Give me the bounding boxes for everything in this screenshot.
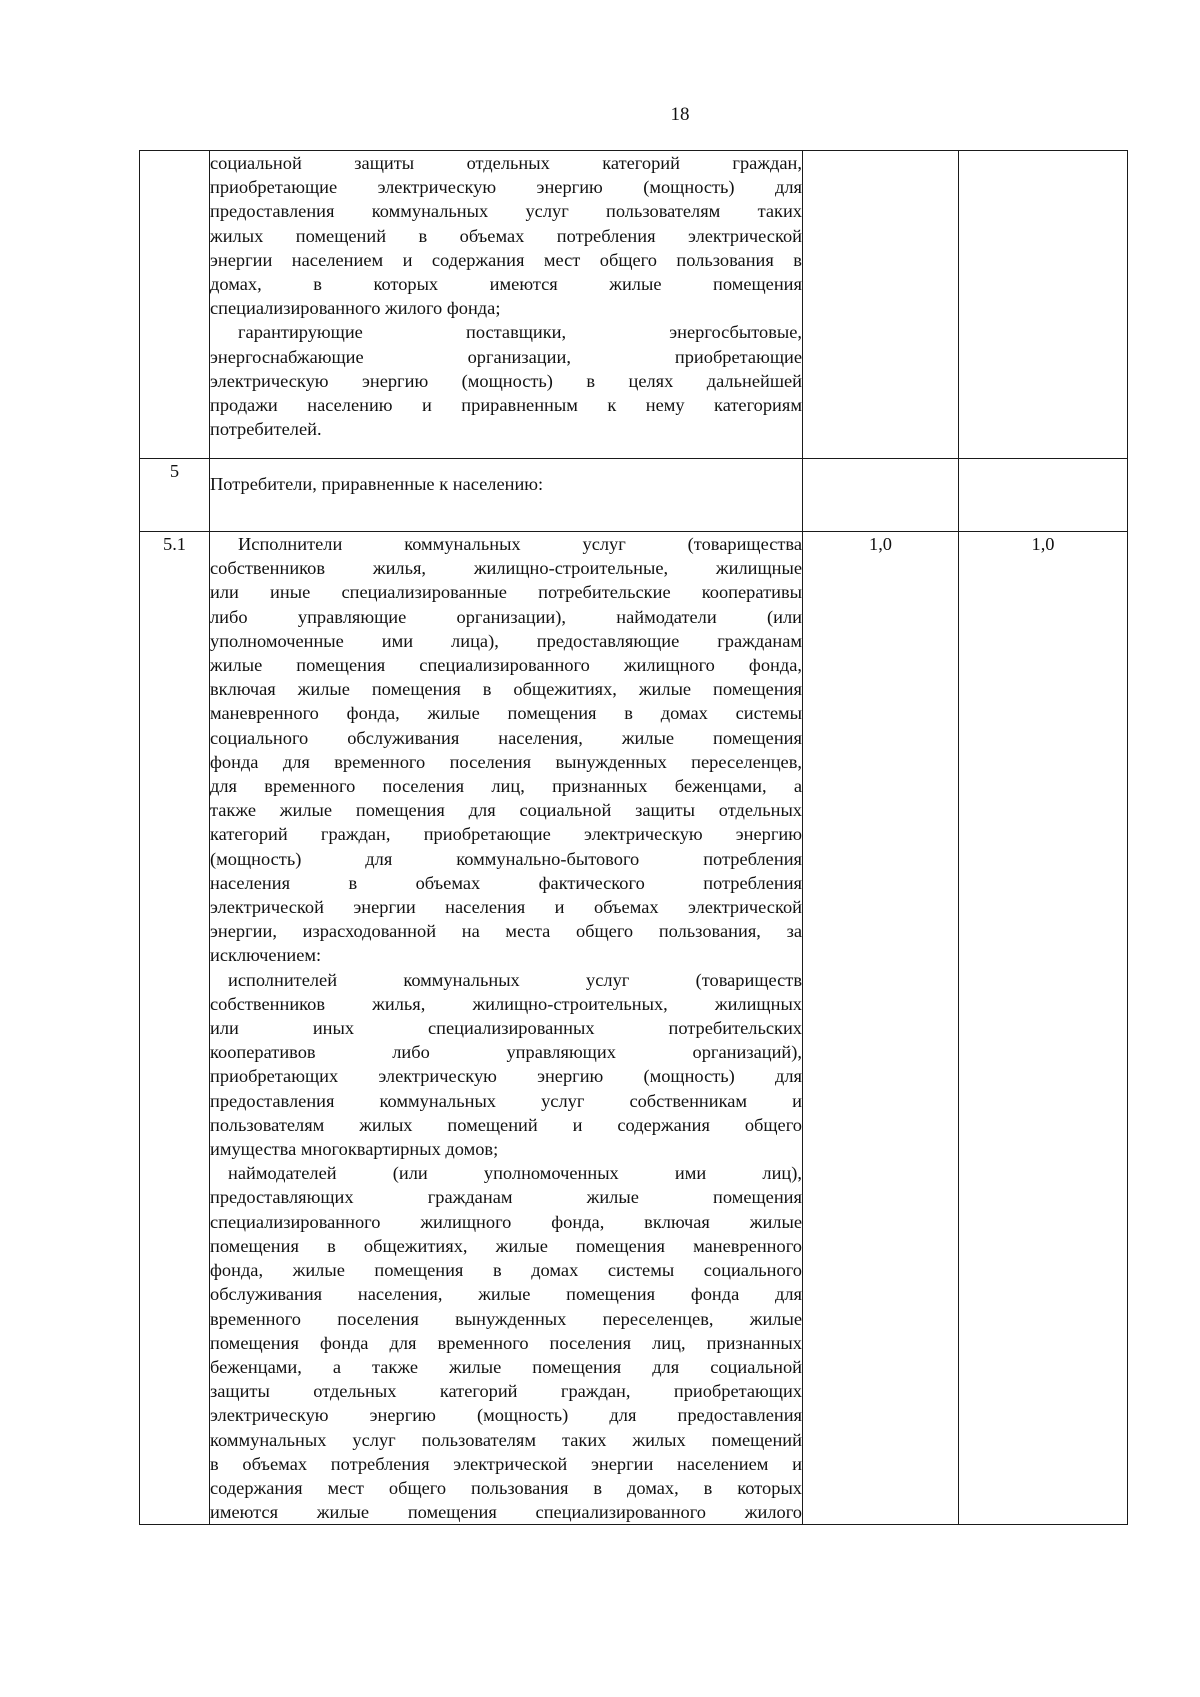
text-line: помещения фонда для временного поселения лиц, признанных (210, 1332, 802, 1353)
text-line: защиты отдельных категорий граждан, приобретающих (210, 1381, 802, 1402)
text-line: электрическую энергию (мощность) в целях дальнейшей (210, 370, 802, 391)
value-cell-1 (803, 151, 959, 459)
text-line: электрическую энергию (мощность) для предоставления (210, 1405, 802, 1426)
text-line: помещения в общежитиях, жилые помещения маневренного (210, 1235, 802, 1256)
text-line: пользователям жилых помещений и содержания общего (210, 1114, 802, 1135)
text-line: кооперативов либо управляющих организаций), (210, 1042, 802, 1063)
text-line: жилых помещений в объемах потребления электрической (210, 225, 802, 246)
text-line: жилые помещения специализированного жилищного фонда, (210, 655, 802, 676)
text-line: либо управляющие организации), наймодатели (или (210, 606, 802, 627)
text-line: исполнителей коммунальных услуг (товариществ (228, 969, 802, 990)
text-line: приобретающие электрическую энергию (мощность) для (210, 177, 802, 198)
text-line: предоставления коммунальных услуг собственникам и (210, 1090, 802, 1111)
text-line: также жилые помещения для социальной защиты отдельных (210, 800, 802, 821)
table-row (140, 151, 1128, 459)
value-cell-1 (803, 459, 959, 532)
text-line: включая жилые помещения в общежитиях, жилые помещения (210, 679, 802, 700)
value-cell-2 (959, 151, 1128, 459)
value-cell-1: 1,0 (803, 532, 959, 1525)
text-line: собственников жилья, жилищно-строительные, жилищные (210, 558, 802, 579)
text-line: продажи населению и приравненным к нему категориям (210, 395, 802, 416)
text-line: собственников жилья, жилищно-строительных, жилищных (210, 993, 802, 1014)
text-line: обслуживания населения, жилые помещения фонда для (210, 1284, 802, 1305)
text-line: предоставления коммунальных услуг пользователям таких (210, 201, 802, 222)
table-row (140, 532, 1128, 1525)
text-line: специализированного жилищного фонда, включая жилые (210, 1211, 802, 1232)
text-line: социального обслуживания населения, жилые помещения (210, 727, 802, 748)
text-line: Исполнители коммунальных услуг (товарищества (238, 534, 802, 554)
text-line: коммунальных услуг пользователям таких жилых помещений (210, 1429, 802, 1450)
text-line: категорий граждан, приобретающие электрическую энергию (210, 824, 802, 845)
text-line: имущества многоквартирных домов; (210, 1139, 499, 1160)
row-description-cell (210, 532, 803, 1525)
text-line: электрической энергии населения и объемах электрической (210, 897, 802, 918)
text-line: временного поселения вынужденных переселенцев, жилые (210, 1308, 802, 1329)
page-number: 18 (670, 104, 690, 125)
text-line: потребителей. (210, 419, 322, 440)
row-description-cell (210, 151, 803, 459)
text-line: или иные специализированные потребительские кооперативы (210, 582, 802, 603)
text-line: энергии населением и содержания мест общего пользования в (210, 249, 802, 270)
text-line: Потребители, приравненные к населению: (210, 474, 544, 494)
text-line: исключением: (210, 945, 322, 966)
text-line: в объемах потребления электрической энергии населением и (210, 1453, 802, 1474)
text-line: или иных специализированных потребительских (210, 1018, 802, 1039)
tariff-table (139, 150, 1128, 1525)
text-line: имеются жилые помещения специализированного жилого (210, 1502, 802, 1523)
text-line: приобретающих электрическую энергию (мощность) для (210, 1066, 802, 1087)
text-line: населения в объемах фактического потребления (210, 872, 802, 893)
value-cell-2: 1,0 (959, 532, 1128, 1525)
text-line: (мощность) для коммунально-бытового потребления (210, 848, 802, 869)
table-row (140, 459, 1128, 532)
text-line: содержания мест общего пользования в домах, в которых (210, 1477, 802, 1498)
text-line: беженцами, а также жилые помещения для социальной (210, 1356, 802, 1377)
row-number-cell (140, 151, 210, 459)
text-line: социальной защиты отдельных категорий граждан, (210, 153, 802, 173)
text-line: домах, в которых имеются жилые помещения (210, 274, 802, 295)
text-line: энергоснабжающие организации, приобретающие (210, 346, 802, 367)
text-line: энергии, израсходованной на места общего пользования, за (210, 921, 802, 942)
text-line: гарантирующие поставщики, энергосбытовые, (238, 322, 802, 343)
text-line: наймодателей (или уполномоченных ими лиц), (228, 1163, 802, 1184)
text-line: специализированного жилого фонда; (210, 298, 501, 319)
row-number-cell: 5.1 (140, 532, 210, 1525)
text-line: маневренного фонда, жилые помещения в домах системы (210, 703, 802, 724)
row-description-cell (210, 459, 803, 532)
text-line: уполномоченные ими лица), предоставляющие гражданам (210, 630, 802, 651)
text-line: для временного поселения лиц, признанных беженцами, а (210, 776, 802, 797)
text-line: фонда для временного поселения вынужденных переселенцев, (210, 751, 802, 772)
value-cell-2 (959, 459, 1128, 532)
row-number-cell: 5 (140, 459, 210, 532)
text-line: фонда, жилые помещения в домах системы социального (210, 1260, 802, 1281)
text-line: предоставляющих гражданам жилые помещения (210, 1187, 802, 1208)
